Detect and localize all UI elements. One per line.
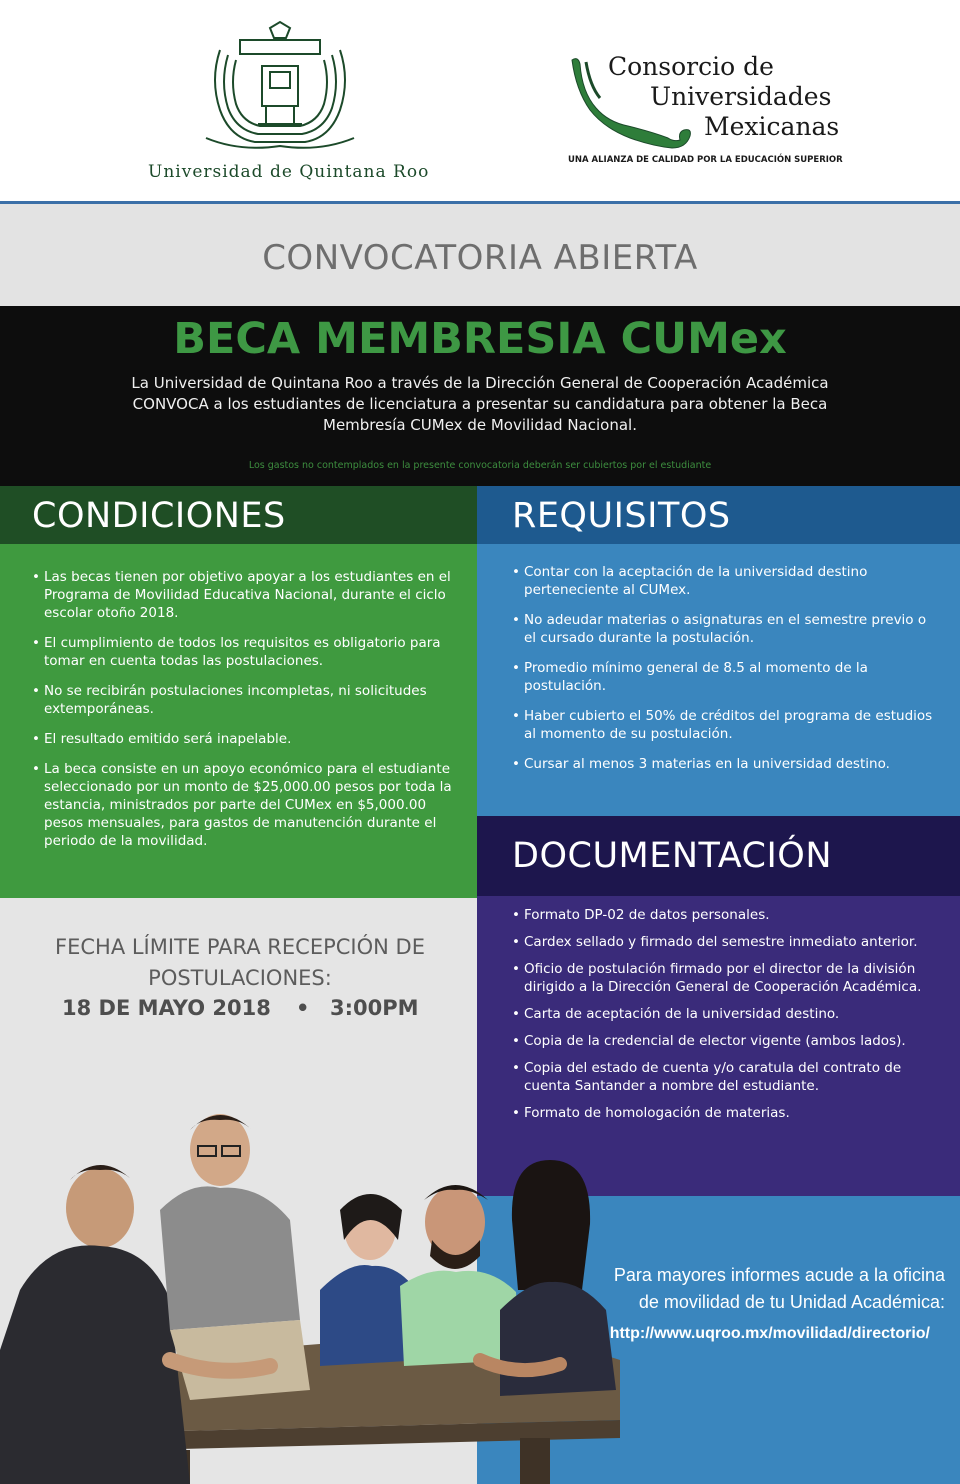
list-item: • Las becas tienen por objetivo apoyar a los estudiantes en el Programa de Movilidad Educativa Nacional, durante el ciclo escolar otoño 2018. (32, 568, 462, 622)
list-item: • Copia del estado de cuenta y/o caratula del contrato de cuenta Santander a nombre del estudiante. (512, 1059, 937, 1095)
documents-title: DOCUMENTACIÓN (512, 836, 833, 876)
list-item: • Contar con la aceptación de la universidad destino perteneciente al CUMex. (512, 563, 937, 599)
consortium-name-line-1: Consorcio de (608, 52, 774, 81)
requirements-list (512, 563, 937, 785)
list-item: • El cumplimiento de todos los requisitos es obligatorio para tomar en cuenta todas las postulaciones. (32, 634, 462, 670)
deadline-time: 3:00PM (330, 996, 419, 1020)
info-url-link[interactable]: http://www.uqroo.mx/movilidad/directorio/ (609, 1325, 930, 1342)
consortium-tagline: UNA ALIANZA DE CALIDAD POR LA EDUCACIÓN SUPERIOR (568, 155, 843, 165)
list-item: • Carta de aceptación de la universidad destino. (512, 1005, 937, 1023)
deadline-separator: • (296, 996, 310, 1020)
conditions-title: CONDICIONES (32, 496, 286, 536)
list-item: • El resultado emitido será inapelable. (32, 730, 462, 748)
list-item: • Haber cubierto el 50% de créditos del programa de estudios al momento de su postulación. (512, 707, 937, 743)
university-crest-logo (200, 20, 360, 160)
deadline-date: 18 DE MAYO 2018 (62, 996, 271, 1020)
deadline-label: FECHA LÍMITE PARA RECEPCIÓN DE POSTULACIONES: (55, 935, 425, 990)
header (0, 0, 960, 200)
scholarship-note: Los gastos no contemplados en la presente convocatoria deberán ser cubiertos por el estudiante (248, 460, 712, 471)
scholarship-intro: La Universidad de Quintana Roo a través de la Dirección General de Cooperación Académica CONVOCA a los estudiantes de licenciatura a presentar su candidatura para obtener la Beca Membresía CUMex de Movilidad Nacional. (131, 374, 829, 434)
list-item: • No adeudar materias o asignaturas en el semestre previo o el cursado durante la postulación. (512, 611, 937, 647)
students-photo (0, 1060, 620, 1484)
info-text: Para mayores informes acude a la oficina de movilidad de tu Unidad Académica: (613, 1265, 945, 1312)
requirements-title: REQUISITOS (512, 496, 731, 536)
list-item: • No se recibirán postulaciones incompletas, ni solicitudes extemporáneas. (32, 682, 462, 718)
conditions-list (32, 568, 462, 862)
consortium-name (608, 52, 839, 142)
consortium-name-line-3: Mexicanas (704, 112, 840, 141)
consortium-name-line-2: Universidades (650, 82, 832, 111)
university-name: Universidad de Quintana Roo (148, 162, 430, 182)
list-item: • Copia de la credencial de elector vigente (ambos lados). (512, 1032, 937, 1050)
list-item: • Formato DP-02 de datos personales. (512, 906, 937, 924)
list-item: • La beca consiste en un apoyo económico para el estudiante seleccionado por un monto de $25,000.00 pesos por toda la estancia, ministrados por parte del CUMex en $5,000.00 pesos mensuales, para gastos de manutención durante el periodo de la movilidad. (32, 760, 462, 850)
list-item: • Cursar al menos 3 materias en la universidad destino. (512, 755, 937, 773)
scholarship-title: BECA MEMBRESIA CUMex (173, 314, 787, 364)
list-item: • Cardex sellado y firmado del semestre inmediato anterior. (512, 933, 937, 951)
list-item: • Oficio de postulación firmado por el director de la división dirigido a la Dirección General de Cooperación Académica. (512, 960, 937, 996)
list-item: • Formato de homologación de materias. (512, 1104, 937, 1122)
list-item: • Promedio mínimo general de 8.5 al momento de la postulación. (512, 659, 937, 695)
call-title: CONVOCATORIA ABIERTA (262, 238, 698, 278)
